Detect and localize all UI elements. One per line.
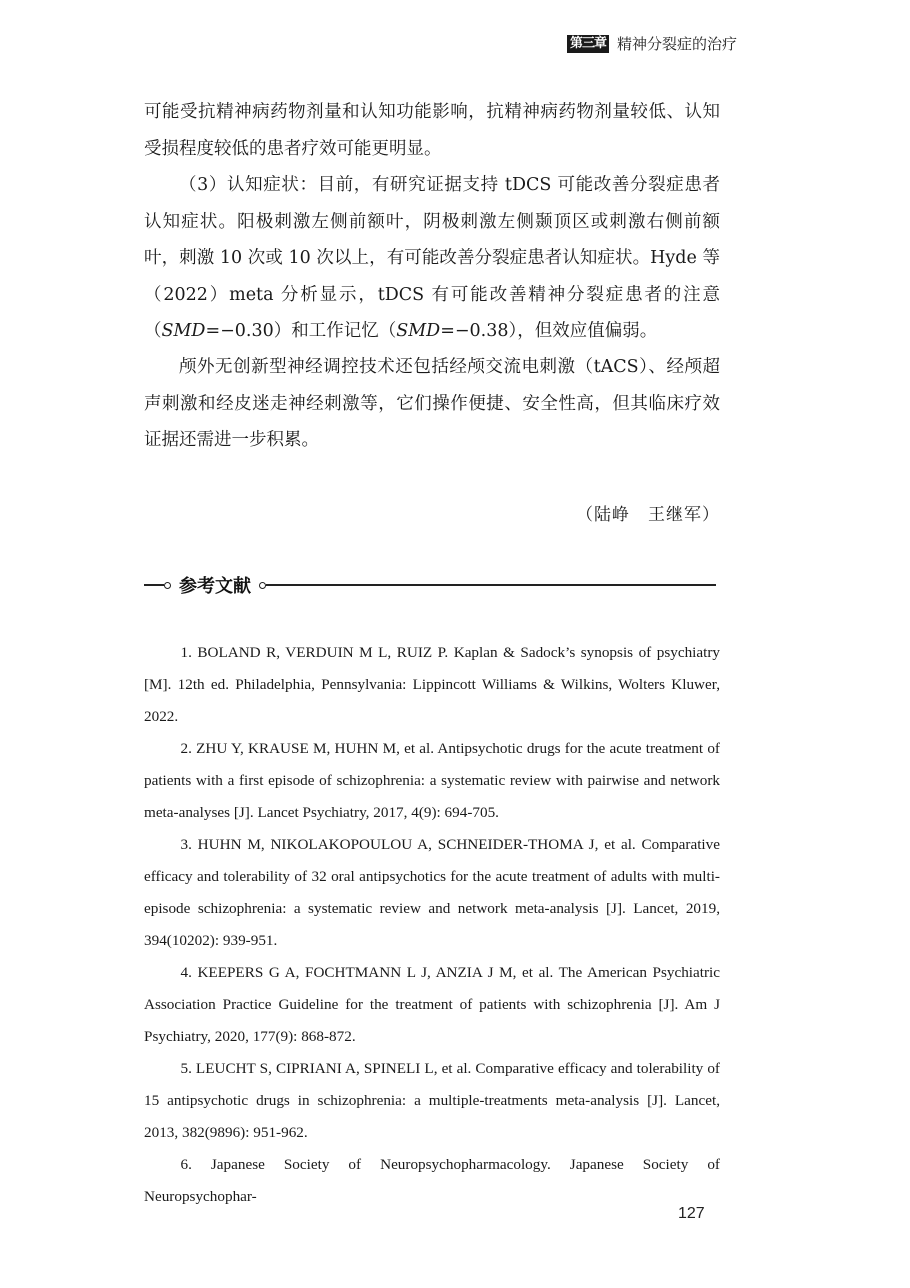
paragraph-text-mid: ）和工作记忆（ — [273, 321, 397, 341]
paragraph-cognitive-symptoms — [144, 167, 720, 350]
paragraph-text-prefix: （3）认知症状：目前，有研究证据支持 tDCS 可能改善分裂症患者认知症状。阳极刺激左侧前额叶，阴极刺激左侧颞顶区或刺激右侧前额叶，刺激 10 次或 10 次以上，有可能改善分裂症患者认知症状。Hyde 等（2022）meta 分析显示，tDCS 有可能改善精神分裂症患者的注意（ — [144, 175, 720, 341]
smd-label: SMD — [161, 321, 206, 341]
reference-item: 6. Japanese Society of Neuropsychopharmacology. Japanese Society of Neuropsychophar- — [144, 1156, 720, 1205]
paragraph-text: 可能受抗精神病药物剂量和认知功能影响，抗精神病药物剂量较低、认知受损程度较低的患者疗效可能更明显。 — [144, 102, 720, 159]
reference-item: 3. HUHN M, NIKOLAKOPOULOU A, SCHNEIDER-THOMA J, et al. Comparative efficacy and tolerability of 32 oral antipsychotics for the acute treatment of adults with multi-episode schizophrenia: a systematic review and network meta-analysis [J]. Lancet, 2019, 394(10202): 939-951. — [144, 836, 720, 949]
divider-line-right — [266, 584, 716, 586]
reference-item: 2. ZHU Y, KRAUSE M, HUHN M, et al. Antipsychotic drugs for the acute treatment of patients with a first episode of schizophrenia: a systematic review with pairwise and network meta-analyses [J]. Lancet Psychiatry, 2017, 4(9): 694-705. — [144, 740, 720, 821]
smd-value: =−0.38 — [440, 321, 509, 341]
divider-line-left — [144, 584, 164, 586]
smd-label: SMD — [396, 321, 441, 341]
chapter-badge: 第三章 — [567, 35, 609, 53]
reference-item: 4. KEEPERS G A, FOCHTMANN L J, ANZIA J M, et al. The American Psychiatric Association Practice Guideline for the treatment of patients with schizophrenia [J]. Am J Psychiatry, 2020, 177(9): 868-872. — [144, 964, 720, 1045]
author-attribution: （陆峥 王继军） — [576, 505, 720, 525]
paragraph-text: 颅外无创新型神经调控技术还包括经颅交流电刺激（tACS）、经颅超声刺激和经皮迷走神经刺激等，它们操作便捷、安全性高，但其临床疗效证据还需进一步积累。 — [144, 357, 720, 450]
chapter-title: 精神分裂症的治疗 — [617, 35, 738, 53]
paragraph-other-techniques — [144, 349, 720, 459]
paragraph-continued — [144, 94, 720, 167]
paragraph-text — [144, 167, 720, 350]
section-title: 参考文献 — [179, 576, 251, 597]
circle-ornament-icon — [164, 582, 171, 589]
circle-ornament-icon — [259, 582, 266, 589]
running-header — [567, 33, 737, 54]
reference-item: 1. BOLAND R, VERDUIN M L, RUIZ P. Kaplan & Sadock’s synopsis of psychiatry [M]. 12th ed. Philadelphia, Pennsylvania: Lippincott Williams & Wilkins, Wolters Kluwer, 2022. — [144, 644, 720, 725]
reference-list — [144, 637, 720, 1213]
smd-value: =−0.30 — [205, 321, 274, 341]
page-number: 127 — [678, 1205, 705, 1222]
paragraph-text-suffix: ），但效应值偏弱。 — [508, 321, 658, 341]
references-heading — [144, 572, 716, 598]
reference-item: 5. LEUCHT S, CIPRIANI A, SPINELI L, et al. Comparative efficacy and tolerability of 15 antipsychotic drugs in schizophrenia: a multiple-treatments meta-analysis [J]. Lancet, 2013, 382(9896): 951-962. — [144, 1060, 720, 1141]
